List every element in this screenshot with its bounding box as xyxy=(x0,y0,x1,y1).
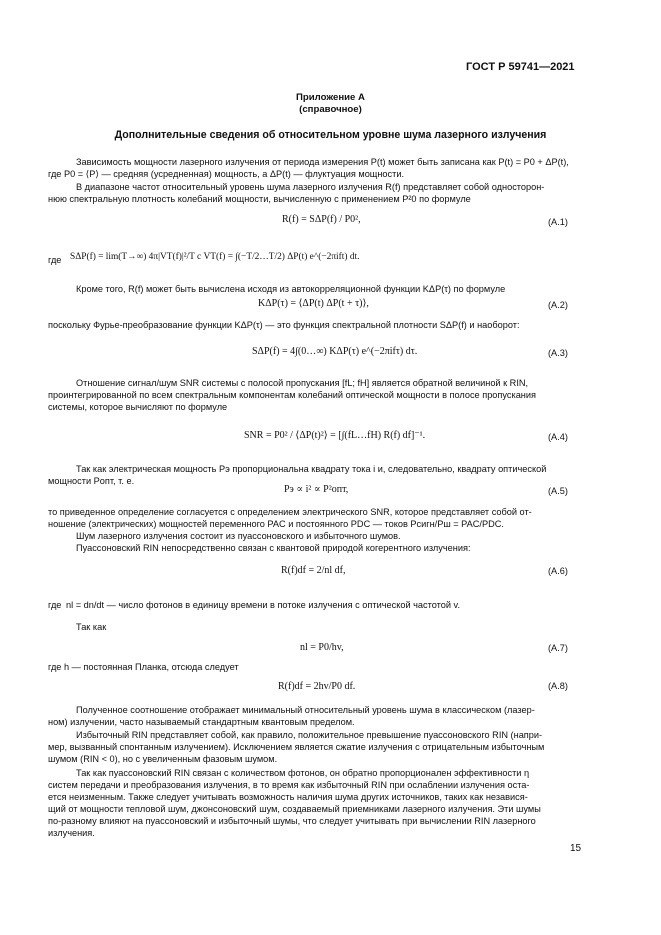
where-lead: где xyxy=(48,255,62,265)
formula-a2: KΔP(τ) = ⟨ΔP(t) ΔP(t + τ)⟩, xyxy=(258,298,369,309)
formula-number: (A.3) xyxy=(548,348,568,358)
text-line: ется неизменным. Также следует учитывать возможность наличия шума других источников, таких как независя- xyxy=(48,792,528,802)
formula-number: (A.4) xyxy=(548,432,568,442)
text-line: Шум лазерного излучения состоит из пуассоновского и избыточного шумов. xyxy=(76,531,401,541)
formula-spectral-density: SΔP(f) = lim(T→∞) 4π|VT(f)|²/T с VT(f) = ∫(−T/2…T/2) ΔP(t) e^(−2πift) dt. xyxy=(70,252,360,262)
formula-number: (A.6) xyxy=(548,566,568,576)
formula-a4: SNR = P0² / ⟨ΔP(t)²⟩ = [∫(fL…fH) R(f) df]⁻¹. xyxy=(244,430,426,441)
text-line: мер, вызванный спонтанным излучением). Исключением является сжатие излучения с отрицательным избыточным xyxy=(48,742,545,752)
appendix-subtitle: (справочное) xyxy=(299,104,362,115)
text-line: щий от мощности тепловой шум, джонсоновский шум, создаваемый приемниками лазерного излучения. Эти шумы xyxy=(48,804,541,814)
text-line: где h — постоянная Планка, отсюда следует xyxy=(48,662,239,672)
formula-a8: R(f)df = 2hv/P0 df. xyxy=(278,681,356,692)
text-line: Избыточный RIN представляет собой, как правило, положительное превышение пуассоновского RIN (напри- xyxy=(76,730,543,740)
formula-number: (A.5) xyxy=(548,486,568,496)
text-line: nl = dn/dt — число фотонов в единицу времени в потоке излучения с оптической частотой v. xyxy=(66,600,461,610)
text-line: Отношение сигнал/шум SNR системы с полосой пропускания [fL; fH] является обратной величиной к RIN, xyxy=(76,378,529,388)
text-line: шумом (RIN < 0), но с увеличенным фазовым шумом. xyxy=(48,754,278,764)
text-line: где P0 = ⟨P⟩ — средняя (усредненная) мощность, а ΔP(t) — флуктуация мощности. xyxy=(48,169,405,179)
page-number: 15 xyxy=(570,843,582,854)
formula-a1: R(f) = SΔP(f) / P0², xyxy=(282,214,361,225)
text-line: Полученное соотношение отображает минимальный относительный уровень шума в классическом (лазер- xyxy=(76,705,535,715)
text-line: Пуассоновский RIN непосредственно связан с квантовой природой когерентного излучения: xyxy=(76,543,471,553)
text-line: излучения. xyxy=(48,828,95,838)
text-line: проинтегрированной по всем спектральным компонентам колебаний оптической мощности в полосе пропускания xyxy=(48,390,536,400)
text-line: ношение (электрических) мощностей переменного PAC и постоянного PDC — токов Pсигн/Pш = PAC/PDC. xyxy=(48,519,504,529)
text-line: Кроме того, R(f) может быть вычислена исходя из автокорреляционной функции KΔP(τ) по формуле xyxy=(76,284,506,294)
formula-a5: Pэ ∝ i² ∝ P²опт, xyxy=(284,484,349,495)
formula-number: (A.7) xyxy=(548,643,568,653)
formula-number: (A.2) xyxy=(548,300,568,310)
formula-a3: SΔP(f) = 4∫(0…∞) KΔP(τ) e^(−2πifτ) dτ. xyxy=(252,346,418,357)
where-lead: где xyxy=(48,600,62,610)
formula-number: (A.1) xyxy=(548,217,568,227)
formula-number: (A.8) xyxy=(548,681,568,691)
text-line: мощности Pопт, т. е. xyxy=(48,476,135,486)
text-line: системы, которое вычисляют по формуле xyxy=(48,402,228,412)
standard-designation: ГОСТ Р 59741—2021 xyxy=(466,61,575,73)
appendix-title: Приложение А xyxy=(296,92,365,103)
text-line: поскольку Фурье-преобразование функции KΔP(τ) — это функция спектральной плотности SΔP(f) и наоборот: xyxy=(48,320,520,330)
text-line: Так как xyxy=(76,622,107,632)
formula-a6: R(f)df = 2/nl df, xyxy=(281,565,346,576)
text-line: по-разному влияют на пуассоновский и избыточный шумы, что следует учитывать при вычислении RIN лазерного xyxy=(48,816,536,826)
text-line: то приведенное определение согласуется с определением электрического SNR, которое представляет собой от- xyxy=(48,507,532,517)
text-line: Так как электрическая мощность Pэ пропорциональна квадрату тока i и, следовательно, квадрату оптической xyxy=(76,464,547,474)
text-line: Так как пуассоновский RIN связан с количеством фотонов, он обратно пропорционален эффективности η xyxy=(76,768,530,778)
text-line: Зависимость мощности лазерного излучения от периода измерения P(t) может быть записана как P(t) = P0 + ΔP(t), xyxy=(76,157,569,167)
text-line: систем передачи и преобразования излучения, в то время как избыточный RIN при ослаблении излучения оста- xyxy=(48,780,530,790)
text-line: В диапазоне частот относительный уровень шума лазерного излучения R(f) представляет собой односторон- xyxy=(76,182,545,192)
text-line: ном) излучении, часто называемый стандартным квантовым пределом. xyxy=(48,717,355,727)
section-heading: Дополнительные сведения об относительном уровне шума лазерного излучения xyxy=(114,129,547,141)
text-line: нюю спектральную плотность колебаний мощности, вычисленную с применением P²0 по формуле xyxy=(48,194,471,204)
formula-a7: nl = P0/hv, xyxy=(300,642,344,653)
